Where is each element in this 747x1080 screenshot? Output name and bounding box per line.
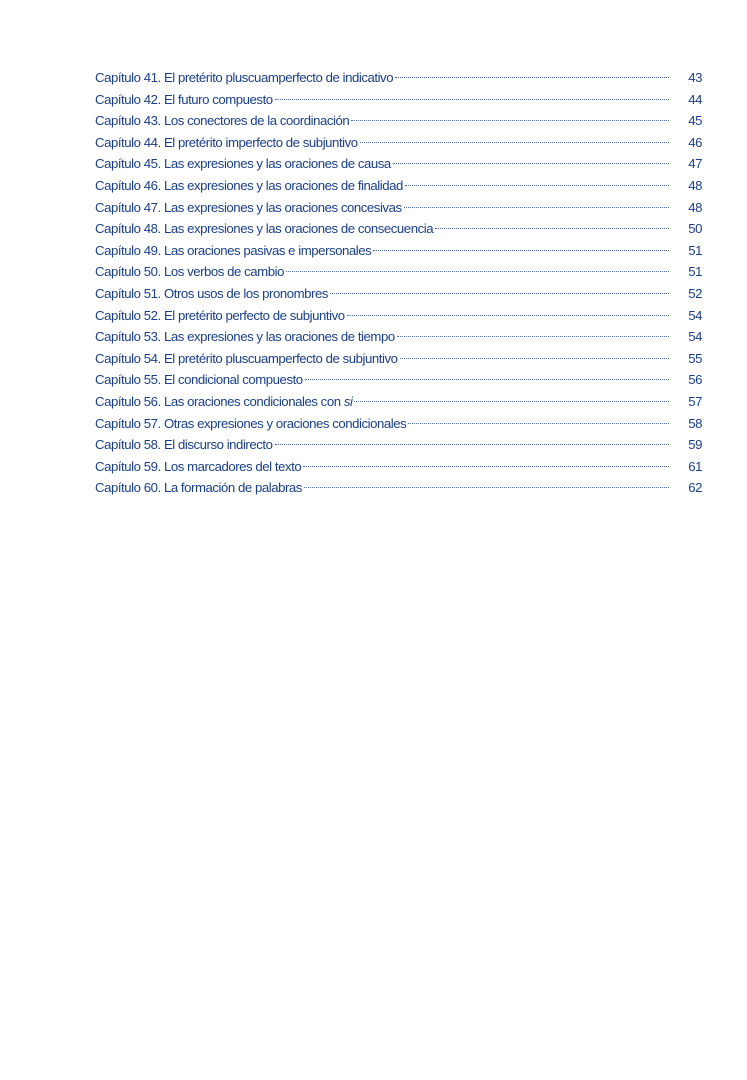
chapter-label: Capítulo 52. (95, 307, 161, 323)
dot-leader (395, 77, 669, 78)
toc-entry-line (95, 67, 669, 89)
toc-entry-line (95, 391, 669, 413)
toc-entry-line (95, 197, 669, 219)
page-number: 50 (688, 221, 702, 237)
toc-entry-text (95, 261, 286, 283)
toc-entry-chapter-50[interactable] (95, 261, 705, 283)
chapter-title: Las expresiones y las oraciones de causa (163, 156, 391, 172)
toc-entry-line (95, 218, 669, 240)
toc-entry-text (95, 110, 351, 132)
page-number: 59 (688, 437, 702, 453)
chapter-label: Capítulo 42. (95, 91, 161, 107)
toc-entry-chapter-53[interactable] (95, 326, 705, 348)
toc-entry-text (95, 305, 347, 327)
chapter-label: Capítulo 44. (95, 134, 161, 150)
dot-leader (360, 142, 669, 143)
dot-leader (404, 207, 669, 208)
toc-entry-chapter-59[interactable] (95, 456, 705, 478)
toc-entry-line (95, 153, 669, 175)
page-number: 45 (688, 113, 702, 129)
chapter-title: Las expresiones y las oraciones de consecuencia (163, 221, 434, 237)
toc-entry-line (95, 261, 669, 283)
toc-entry-text (95, 326, 397, 348)
chapter-label: Capítulo 57. (95, 415, 161, 431)
toc-entry-text (95, 434, 275, 456)
toc-entry-text (95, 132, 360, 154)
toc-entry-chapter-54[interactable] (95, 348, 705, 370)
chapter-label: Capítulo 48. (95, 221, 161, 237)
toc-entry-text (95, 240, 373, 262)
chapter-title: El pretérito pluscuamperfecto de indicativo (163, 70, 394, 85)
toc-entry-chapter-56[interactable] (95, 391, 705, 413)
chapter-label: Capítulo 46. (95, 177, 161, 193)
chapter-title: La formación de palabras (163, 480, 302, 496)
dot-leader (435, 228, 669, 229)
page-number: 58 (688, 415, 702, 431)
toc-entry-chapter-44[interactable] (95, 132, 705, 154)
toc-entry-text (95, 369, 305, 391)
chapter-title: El condicional compuesto (163, 372, 303, 388)
toc-entry-line (95, 369, 669, 391)
dot-leader (373, 250, 669, 251)
dot-leader (275, 99, 669, 100)
dot-leader (351, 120, 669, 121)
dot-leader (304, 487, 669, 488)
dot-leader (393, 163, 669, 164)
dot-leader (400, 358, 670, 359)
toc-entry-line (95, 132, 669, 154)
page-number: 56 (688, 372, 702, 388)
toc-entry-chapter-43[interactable] (95, 110, 705, 132)
chapter-label: Capítulo 50. (95, 264, 161, 280)
toc-entry-text (95, 175, 405, 197)
page-number: 52 (688, 285, 702, 301)
toc-entry-line (95, 240, 669, 262)
chapter-title: Los verbos de cambio (163, 264, 284, 280)
chapter-title: Las expresiones y las oraciones de finalidad (163, 177, 403, 193)
chapter-title: El pretérito imperfecto de subjuntivo (163, 134, 358, 150)
dot-leader (275, 444, 670, 445)
toc-entry-line (95, 89, 669, 111)
chapter-title: El pretérito perfecto de subjuntivo (163, 307, 345, 323)
toc-entry-chapter-55[interactable] (95, 369, 705, 391)
chapter-label: Capítulo 41. (95, 70, 161, 85)
toc-entry-line (95, 305, 669, 327)
toc-entry-line (95, 326, 669, 348)
toc-entry-chapter-47[interactable] (95, 197, 705, 219)
toc-entry-line (95, 175, 669, 197)
chapter-label: Capítulo 51. (95, 285, 161, 301)
chapter-label: Capítulo 43. (95, 113, 161, 129)
toc-entry-text (95, 477, 304, 499)
page-number: 51 (688, 264, 702, 280)
dot-leader (305, 379, 669, 380)
dot-leader (405, 185, 669, 186)
chapter-title: El futuro compuesto (163, 91, 273, 107)
page-number: 44 (688, 91, 702, 107)
toc-entry-line (95, 110, 669, 132)
chapter-label: Capítulo 47. (95, 199, 161, 215)
toc-entry-chapter-57[interactable] (95, 413, 705, 435)
chapter-title: El discurso indirecto (163, 437, 273, 453)
chapter-label: Capítulo 60. (95, 480, 161, 496)
chapter-title: El pretérito pluscuamperfecto de subjuntivo (163, 350, 398, 366)
toc-entry-text (95, 348, 400, 370)
chapter-label: Capítulo 49. (95, 242, 161, 258)
toc-entry-chapter-51[interactable] (95, 283, 705, 305)
chapter-label: Capítulo 54. (95, 350, 161, 366)
toc-entry-line (95, 413, 669, 435)
page-number: 55 (688, 350, 702, 366)
chapter-title: Los conectores de la coordinación (163, 113, 350, 129)
toc-entry-chapter-42[interactable] (95, 89, 705, 111)
toc-entry-chapter-45[interactable] (95, 153, 705, 175)
toc-entry-text (95, 153, 393, 175)
chapter-title: Otros usos de los pronombres (163, 285, 328, 301)
toc-entry-chapter-49[interactable] (95, 240, 705, 262)
dot-leader (354, 401, 669, 402)
toc-entry-text (95, 456, 303, 478)
page-number: 47 (688, 156, 702, 172)
chapter-title: Los marcadores del texto (163, 458, 302, 474)
italic-term: si (343, 393, 353, 409)
toc-entry-chapter-60[interactable] (95, 477, 705, 499)
chapter-title: Otras expresiones y oraciones condicionales (163, 415, 407, 431)
page-number: 51 (688, 242, 702, 258)
chapter-label: Capítulo 55. (95, 372, 161, 388)
page-number: 48 (688, 199, 702, 215)
page-number: 61 (688, 458, 702, 474)
chapter-label: Capítulo 58. (95, 437, 161, 453)
page-number: 46 (688, 134, 702, 150)
page-number: 48 (688, 177, 702, 193)
dot-leader (330, 293, 669, 294)
chapter-title: Las oraciones pasivas e impersonales (163, 242, 372, 258)
toc-entry-text (95, 283, 330, 305)
chapter-label: Capítulo 56. (95, 393, 161, 409)
toc-entry-text (95, 391, 354, 413)
toc-entry-text (95, 89, 275, 111)
toc-entry-line (95, 456, 669, 478)
chapter-title: Las expresiones y las oraciones concesivas (163, 199, 402, 215)
toc-entry-line (95, 434, 669, 456)
page-number: 57 (688, 393, 702, 409)
toc-entry-text (95, 413, 408, 435)
chapter-title: Las oraciones condicionales con (163, 393, 341, 409)
chapter-title: Las expresiones y las oraciones de tiempo (163, 329, 395, 345)
page-number: 54 (688, 329, 702, 345)
page-number: 62 (688, 480, 702, 496)
dot-leader (303, 466, 669, 467)
dot-leader (286, 271, 669, 272)
toc-entry-chapter-46[interactable] (95, 175, 705, 197)
toc-entry-text (95, 218, 435, 240)
chapter-label: Capítulo 53. (95, 329, 161, 345)
toc-entry-line (95, 477, 669, 499)
toc-entry-text (95, 67, 395, 89)
toc-entry-line (95, 348, 669, 370)
chapter-label: Capítulo 45. (95, 156, 161, 172)
toc-entry-chapter-52[interactable] (95, 305, 705, 327)
toc-entry-chapter-48[interactable] (95, 218, 705, 240)
toc-entry-chapter-41[interactable] (95, 67, 705, 89)
chapter-label: Capítulo 59. (95, 458, 161, 474)
page-number: 43 (688, 70, 702, 85)
dot-leader (397, 336, 669, 337)
dot-leader (408, 423, 669, 424)
toc-entry-chapter-58[interactable] (95, 434, 705, 456)
page-number: 54 (688, 307, 702, 323)
toc-entry-line (95, 283, 669, 305)
table-of-contents (95, 67, 705, 499)
toc-entry-text (95, 197, 404, 219)
dot-leader (347, 315, 669, 316)
